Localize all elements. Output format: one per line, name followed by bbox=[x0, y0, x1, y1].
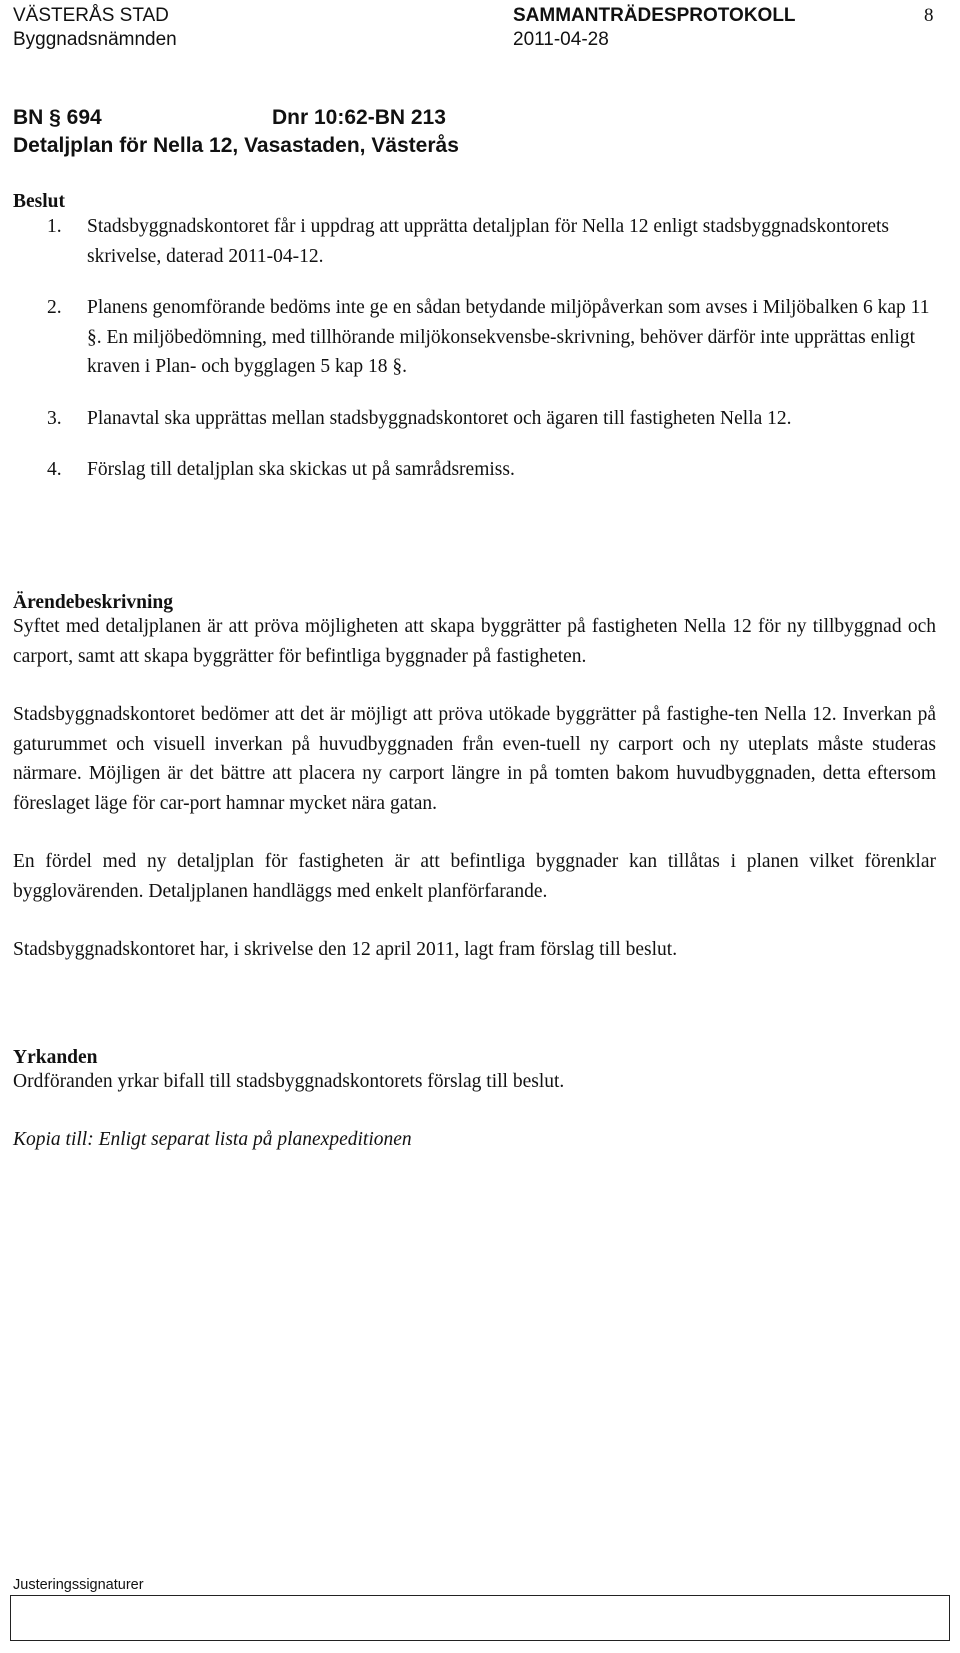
meeting-date: 2011-04-28 bbox=[513, 29, 609, 50]
case-title: Detaljplan för Nella 12, Vasastaden, Västerås bbox=[13, 134, 459, 157]
description-paragraph: Stadsbyggnadskontoret har, i skrivelse den 12 april 2011, lagt fram förslag till beslut. bbox=[13, 939, 678, 960]
beslut-heading: Beslut bbox=[13, 191, 66, 212]
decision-item-number: 2. bbox=[47, 297, 62, 318]
beslut-section bbox=[13, 212, 936, 485]
arendebeskrivning-heading: Ärendebeskrivning bbox=[13, 592, 173, 613]
description-paragraph: En fördel med ny detaljplan för fastigheten är att befintliga byggnader kan tillåtas i planen vilket förenklar bygglovärenden. Detaljplanen handläggs med enkelt planförfarande. bbox=[13, 851, 936, 902]
document-type: SAMMANTRÄDESPROTOKOLL bbox=[513, 5, 796, 26]
yrkanden-text: Ordföranden yrkar bifall till stadsbyggnadskontorets förslag till beslut. bbox=[13, 1071, 565, 1092]
decision-list bbox=[13, 212, 936, 485]
org-name: VÄSTERÅS STAD bbox=[13, 5, 169, 26]
decision-item-number: 3. bbox=[47, 407, 62, 429]
committee-name: Byggnadsnämnden bbox=[13, 29, 177, 50]
decision-item bbox=[13, 293, 936, 382]
decision-item bbox=[13, 212, 936, 271]
decision-item bbox=[13, 455, 936, 485]
yrkanden-heading: Yrkanden bbox=[13, 1047, 98, 1068]
case-number: BN § 694 bbox=[13, 106, 102, 129]
decision-item-text: Planavtal ska upprättas mellan stadsbyggnadskontoret och ägaren till fastigheten Nella 12. bbox=[87, 407, 792, 429]
signature-box bbox=[10, 1595, 950, 1641]
page-number: 8 bbox=[924, 5, 934, 26]
copy-to-note: Kopia till: Enligt separat lista på planexpeditionen bbox=[13, 1129, 412, 1150]
decision-item bbox=[13, 404, 936, 434]
case-dnr: Dnr 10:62-BN 213 bbox=[272, 106, 446, 129]
decision-item-text: Stadsbyggnadskontoret får i uppdrag att upprätta detaljplan för Nella 12 enligt stadsbyggnadskontorets skrivelse, daterad 2011-04-12. bbox=[87, 216, 890, 267]
description-paragraph: Stadsbyggnadskontoret bedömer att det är möjligt att pröva utökade byggrätter på fastighe-ten Nella 12. Inverkan på gaturummet och visuell inverkan på huvudbyggnaden från even-tuell ny carport och ny uteplats måste studeras närmare. Möjligen är det bättre att placera ny carport längre in på tomten bakom huvudbyggnaden, detta eftersom föreslaget läge för car-port hamnar mycket nära gatan. bbox=[13, 704, 936, 814]
decision-item-number: 1. bbox=[47, 216, 62, 237]
decision-item-number: 4. bbox=[47, 459, 62, 480]
signature-label: Justeringssignaturer bbox=[13, 1577, 144, 1593]
decision-item-text: Planens genomförande bedöms inte ge en sådan betydande miljöpåverkan som avses i Miljöbalken 6 kap 11 §. En miljöbedömning, med tillhörande miljökonsekvensbe-skrivning, behöver därför inte upprättas enligt kraven i Plan- och bygglagen 5 kap 18 §. bbox=[87, 297, 930, 377]
arendebeskrivning-section bbox=[13, 612, 936, 965]
decision-item-text: Förslag till detaljplan ska skickas ut på samrådsremiss. bbox=[87, 459, 515, 480]
description-paragraph: Syftet med detaljplanen är att pröva möjligheten att skapa byggrätter på fastigheten Nella 12 för ny tillbyggnad och carport, samt att skapa byggrätter för befintliga byggnader på fastigheten. bbox=[13, 616, 936, 667]
